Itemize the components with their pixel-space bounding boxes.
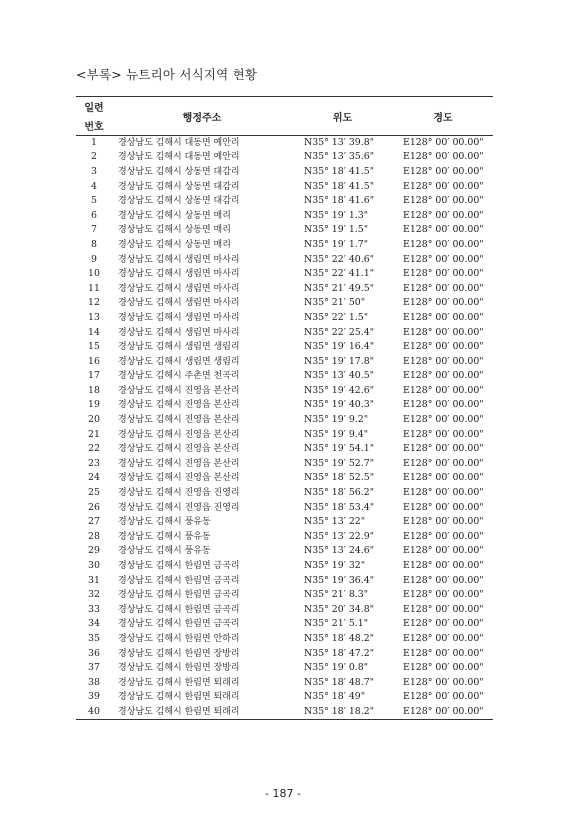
habitat-table <box>76 96 493 720</box>
row-latitude: N35° 19′ 32" <box>304 560 366 572</box>
row-address: 경상남도 김해시 상동면 대감리 <box>118 166 240 177</box>
table-body <box>76 136 493 720</box>
row-number: 11 <box>88 282 100 294</box>
row-longitude: E128° 00′ 00.00" <box>403 180 484 192</box>
row-number: 1 <box>91 137 97 149</box>
row-address: 경상남도 김해시 한림면 금곡리 <box>118 619 240 630</box>
row-longitude: E128° 00′ 00.00" <box>403 603 484 615</box>
row-number: 32 <box>88 589 100 601</box>
table-row <box>76 223 493 238</box>
row-number: 39 <box>88 691 100 703</box>
header-no-line2: 번호 <box>84 122 104 133</box>
row-longitude: E128° 00′ 00.00" <box>403 151 484 163</box>
row-number: 5 <box>91 195 97 207</box>
row-address: 경상남도 김해시 상동면 매리 <box>118 239 231 250</box>
row-latitude: N35° 18′ 53.4" <box>304 501 375 513</box>
row-number: 29 <box>88 545 100 557</box>
row-latitude: N35° 19′ 0.8" <box>304 662 369 674</box>
row-latitude: N35° 20′ 34.8" <box>304 603 375 615</box>
row-longitude: E128° 00′ 00.00" <box>403 662 484 674</box>
table-row <box>76 661 493 676</box>
row-address: 경상남도 김해시 한림면 금곡리 <box>118 590 240 601</box>
row-address: 경상남도 김해시 진영읍 본산리 <box>118 415 240 426</box>
row-address: 경상남도 김해시 한림면 퇴래리 <box>118 677 240 688</box>
row-address: 경상남도 김해시 한림면 장방리 <box>118 648 240 659</box>
row-latitude: N35° 19′ 42.6" <box>304 384 375 396</box>
row-number: 36 <box>88 647 100 659</box>
row-longitude: E128° 00′ 00.00" <box>403 618 484 630</box>
row-longitude: E128° 00′ 00.00" <box>403 560 484 572</box>
table-row <box>76 515 493 530</box>
table-row <box>76 194 493 209</box>
table-row <box>76 311 493 326</box>
row-address: 경상남도 김해시 진영읍 본산리 <box>118 444 240 455</box>
row-longitude: E128° 00′ 00.00" <box>403 501 484 513</box>
row-address: 경상남도 김해시 진영읍 본산리 <box>118 429 240 440</box>
table-row <box>76 238 493 253</box>
table-row <box>76 354 493 369</box>
row-longitude: E128° 00′ 00.00" <box>403 238 484 250</box>
row-latitude: N35° 18′ 48.7" <box>304 676 375 688</box>
table-row <box>76 384 493 399</box>
table-row <box>76 281 493 296</box>
row-longitude: E128° 00′ 00.00" <box>403 195 484 207</box>
page-title: <부록> 뉴트리아 서식지역 현황 <box>76 67 258 82</box>
row-number: 35 <box>88 632 100 644</box>
row-address: 경상남도 김해시 대동면 예안리 <box>118 138 240 149</box>
row-latitude: N35° 13′ 22" <box>304 516 366 528</box>
row-longitude: E128° 00′ 00.00" <box>403 516 484 528</box>
row-number: 24 <box>88 472 100 484</box>
table-row <box>76 369 493 384</box>
row-number: 20 <box>88 414 100 426</box>
row-latitude: N35° 18′ 41.5" <box>304 165 375 177</box>
row-address: 경상남도 김해시 한림면 안하리 <box>118 633 240 644</box>
row-number: 12 <box>88 297 100 309</box>
row-latitude: N35° 22′ 1.5" <box>304 311 369 323</box>
table-row <box>76 675 493 690</box>
header-latitude: 위도 <box>332 112 353 124</box>
header-longitude: 경도 <box>433 112 453 124</box>
row-latitude: N35° 19′ 9.4" <box>304 428 369 440</box>
row-address: 경상남도 김해시 진영읍 본산리 <box>118 400 240 411</box>
row-longitude: E128° 00′ 00.00" <box>403 137 484 149</box>
row-address: 경상남도 김해시 생림면 마사리 <box>118 254 240 265</box>
row-number: 2 <box>91 151 97 163</box>
row-longitude: E128° 00′ 00.00" <box>403 326 484 338</box>
table-row <box>76 617 493 632</box>
row-longitude: E128° 00′ 00.00" <box>403 705 484 717</box>
row-number: 25 <box>88 487 100 499</box>
row-number: 9 <box>91 253 97 265</box>
row-number: 17 <box>88 370 100 382</box>
row-address: 경상남도 김해시 진영읍 본산리 <box>118 385 240 396</box>
row-address: 경상남도 김해시 진영읍 본산리 <box>118 458 240 469</box>
row-number: 19 <box>88 399 100 411</box>
row-longitude: E128° 00′ 00.00" <box>403 428 484 440</box>
row-address: 경상남도 김해시 생림면 생림리 <box>118 342 240 353</box>
row-latitude: N35° 19′ 40.3" <box>304 399 375 411</box>
row-longitude: E128° 00′ 00.00" <box>403 384 484 396</box>
row-address: 경상남도 김해시 한림면 금곡리 <box>118 561 240 572</box>
row-latitude: N35° 18′ 18.2" <box>304 705 375 717</box>
row-latitude: N35° 22′ 25.4" <box>304 326 375 338</box>
row-address: 경상남도 김해시 한림면 장방리 <box>118 663 240 674</box>
row-address: 경상남도 김해시 풍유동 <box>118 546 211 557</box>
row-address: 경상남도 김해시 한림면 금곡리 <box>118 604 240 615</box>
table-row <box>76 442 493 457</box>
row-longitude: E128° 00′ 00.00" <box>403 574 484 586</box>
row-latitude: N35° 19′ 9.2" <box>304 414 369 426</box>
row-number: 13 <box>88 311 100 323</box>
row-longitude: E128° 00′ 00.00" <box>403 253 484 265</box>
row-number: 31 <box>88 574 100 586</box>
table-row <box>76 208 493 223</box>
row-number: 34 <box>88 618 100 630</box>
table-row <box>76 705 493 720</box>
table-row <box>76 559 493 574</box>
row-address: 경상남도 김해시 생림면 마사리 <box>118 298 240 309</box>
table-row <box>76 457 493 472</box>
row-longitude: E128° 00′ 00.00" <box>403 530 484 542</box>
row-latitude: N35° 19′ 16.4" <box>304 341 375 353</box>
row-number: 4 <box>91 180 97 192</box>
row-latitude: N35° 18′ 56.2" <box>304 487 375 499</box>
row-number: 22 <box>88 443 100 455</box>
row-address: 경상남도 김해시 생림면 마사리 <box>118 327 240 338</box>
row-address: 경상남도 김해시 한림면 금곡리 <box>118 575 240 586</box>
row-latitude: N35° 13′ 22.9" <box>304 530 375 542</box>
row-number: 21 <box>88 428 100 440</box>
table-row <box>76 340 493 355</box>
row-number: 6 <box>91 209 97 221</box>
table-row <box>76 296 493 311</box>
table-row <box>76 544 493 559</box>
row-number: 8 <box>91 238 97 250</box>
row-address: 경상남도 김해시 생림면 마사리 <box>118 269 240 280</box>
row-number: 33 <box>88 603 100 615</box>
row-number: 18 <box>88 384 100 396</box>
row-longitude: E128° 00′ 00.00" <box>403 311 484 323</box>
row-latitude: N35° 21′ 8.3" <box>304 589 369 601</box>
row-address: 경상남도 김해시 대동면 예안리 <box>118 152 240 163</box>
row-number: 16 <box>88 355 100 367</box>
row-longitude: E128° 00′ 00.00" <box>403 487 484 499</box>
row-latitude: N35° 18′ 52.5" <box>304 472 375 484</box>
row-longitude: E128° 00′ 00.00" <box>403 676 484 688</box>
row-latitude: N35° 18′ 49" <box>304 691 366 703</box>
row-latitude: N35° 19′ 1.3" <box>304 209 369 221</box>
row-number: 40 <box>88 705 100 717</box>
row-longitude: E128° 00′ 00.00" <box>403 370 484 382</box>
row-number: 3 <box>91 165 97 177</box>
row-latitude: N35° 18′ 41.5" <box>304 180 375 192</box>
row-longitude: E128° 00′ 00.00" <box>403 297 484 309</box>
table-row <box>76 398 493 413</box>
row-address: 경상남도 김해시 상동면 매리 <box>118 210 231 221</box>
row-latitude: N35° 13′ 35.6" <box>304 151 375 163</box>
table-row <box>76 325 493 340</box>
row-latitude: N35° 13′ 24.6" <box>304 545 375 557</box>
table-row <box>76 603 493 618</box>
table-row <box>76 179 493 194</box>
row-address: 경상남도 김해시 상동면 대감리 <box>118 196 240 207</box>
row-address: 경상남도 김해시 생림면 생림리 <box>118 356 240 367</box>
row-longitude: E128° 00′ 00.00" <box>403 691 484 703</box>
row-latitude: N35° 19′ 17.8" <box>304 355 375 367</box>
table-row <box>76 427 493 442</box>
row-number: 26 <box>88 501 100 513</box>
row-longitude: E128° 00′ 00.00" <box>403 355 484 367</box>
row-longitude: E128° 00′ 00.00" <box>403 472 484 484</box>
row-number: 23 <box>88 457 100 469</box>
header-address: 행정주소 <box>182 112 222 124</box>
row-address: 경상남도 김해시 주촌면 천곡리 <box>118 371 240 382</box>
row-longitude: E128° 00′ 00.00" <box>403 399 484 411</box>
row-latitude: N35° 19′ 52.7" <box>304 457 375 469</box>
row-longitude: E128° 00′ 00.00" <box>403 165 484 177</box>
row-address: 경상남도 김해시 생림면 마사리 <box>118 312 240 323</box>
row-latitude: N35° 21′ 50" <box>304 297 366 309</box>
row-longitude: E128° 00′ 00.00" <box>403 224 484 236</box>
table-row <box>76 530 493 545</box>
row-longitude: E128° 00′ 00.00" <box>403 282 484 294</box>
row-number: 28 <box>88 530 100 542</box>
row-number: 37 <box>88 662 100 674</box>
row-address: 경상남도 김해시 생림면 마사리 <box>118 283 240 294</box>
row-latitude: N35° 19′ 1.7" <box>304 238 369 250</box>
table-row <box>76 267 493 282</box>
row-latitude: N35° 21′ 5.1" <box>304 618 369 630</box>
row-longitude: E128° 00′ 00.00" <box>403 268 484 280</box>
table-row <box>76 413 493 428</box>
row-longitude: E128° 00′ 00.00" <box>403 341 484 353</box>
row-longitude: E128° 00′ 00.00" <box>403 209 484 221</box>
row-longitude: E128° 00′ 00.00" <box>403 457 484 469</box>
table-row <box>76 486 493 501</box>
table-row <box>76 690 493 705</box>
row-address: 경상남도 김해시 진영읍 진영리 <box>118 502 240 513</box>
table-row <box>76 471 493 486</box>
row-latitude: N35° 18′ 41.6" <box>304 195 375 207</box>
row-latitude: N35° 21′ 49.5" <box>304 282 375 294</box>
row-longitude: E128° 00′ 00.00" <box>403 414 484 426</box>
table-row <box>76 150 493 165</box>
table-row <box>76 136 493 151</box>
row-number: 38 <box>88 676 100 688</box>
page-number: - 187 - <box>265 787 301 800</box>
table-row <box>76 500 493 515</box>
row-latitude: N35° 18′ 47.2" <box>304 647 375 659</box>
row-address: 경상남도 김해시 풍유동 <box>118 517 211 528</box>
row-latitude: N35° 22′ 41.1" <box>304 268 375 280</box>
row-latitude: N35° 19′ 36.4" <box>304 574 375 586</box>
row-number: 30 <box>88 560 100 572</box>
row-address: 경상남도 김해시 상동면 매리 <box>118 225 231 236</box>
row-address: 경상남도 김해시 상동면 대감리 <box>118 181 240 192</box>
row-latitude: N35° 13′ 40.5" <box>304 370 375 382</box>
row-longitude: E128° 00′ 00.00" <box>403 545 484 557</box>
row-longitude: E128° 00′ 00.00" <box>403 443 484 455</box>
row-number: 14 <box>88 326 100 338</box>
row-number: 10 <box>88 268 100 280</box>
row-latitude: N35° 22′ 40.6" <box>304 253 375 265</box>
row-longitude: E128° 00′ 00.00" <box>403 647 484 659</box>
row-latitude: N35° 18′ 48.2" <box>304 632 375 644</box>
table-row <box>76 632 493 647</box>
row-latitude: N35° 13′ 39.8" <box>304 137 375 149</box>
row-number: 27 <box>88 516 100 528</box>
table-row <box>76 165 493 180</box>
row-address: 경상남도 김해시 한림면 퇴래리 <box>118 692 240 703</box>
table-row <box>76 588 493 603</box>
row-address: 경상남도 김해시 진영읍 본산리 <box>118 473 240 484</box>
row-latitude: N35° 19′ 1.5" <box>304 224 369 236</box>
table-row <box>76 252 493 267</box>
row-number: 15 <box>88 341 100 353</box>
table-row <box>76 573 493 588</box>
row-number: 7 <box>91 224 97 236</box>
table-header <box>76 97 493 136</box>
row-latitude: N35° 19′ 54.1" <box>304 443 375 455</box>
row-longitude: E128° 00′ 00.00" <box>403 632 484 644</box>
row-address: 경상남도 김해시 풍유동 <box>118 531 211 542</box>
table-row <box>76 646 493 661</box>
header-no-line1: 일련 <box>84 103 104 114</box>
row-longitude: E128° 00′ 00.00" <box>403 589 484 601</box>
row-address: 경상남도 김해시 진영읍 진영리 <box>118 488 240 499</box>
row-address: 경상남도 김해시 한림면 퇴래리 <box>118 706 240 717</box>
